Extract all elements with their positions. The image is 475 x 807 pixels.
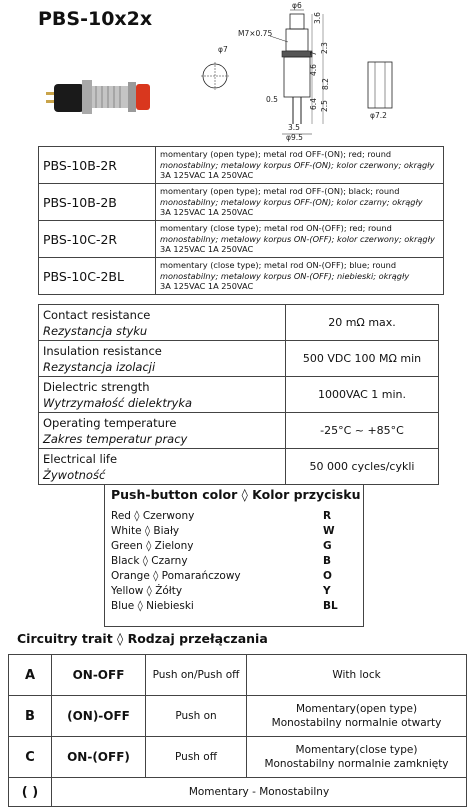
spec-label (39, 449, 286, 485)
desc-en: momentary (close type); metal rod ON-(OFF); red; round (160, 223, 392, 234)
dim-2-3: 2.3 (320, 42, 329, 54)
table-row (39, 147, 444, 184)
color-code: B (323, 555, 332, 567)
table-row (9, 778, 467, 807)
spec-value: 500 VDC 100 MΩ min (286, 341, 439, 377)
table-row (9, 696, 467, 737)
page-title: PBS-10x2x (38, 8, 153, 30)
desc-en: momentary (open type); metal rod OFF-(ON); red; round (160, 149, 392, 160)
spec-value: 50 000 cycles/cykli (286, 449, 439, 485)
dim-d7-2: φ7.2 (370, 111, 387, 120)
spec-label (39, 413, 286, 449)
model-description (156, 221, 444, 258)
dim-d9-5: φ9.5 (286, 133, 303, 142)
desc-rating: 3A 125VAC 1A 250VAC (160, 170, 254, 181)
spec-pl: Rezystancja styku (43, 323, 148, 338)
dim-7: 7 (309, 51, 318, 56)
spec-en: Dielectric strength (43, 379, 150, 394)
circuit-description (247, 696, 467, 737)
color-code: O (323, 570, 332, 582)
circuit-action: Push on (146, 696, 247, 737)
desc-line: Momentary(close type) (295, 744, 418, 756)
spec-value: -25°C ~ +85°C (286, 413, 439, 449)
color-box-header: Push-button color ◊ Kolor przycisku (111, 487, 361, 502)
color-name: Orange ◊ Pomarańczowy (111, 570, 241, 582)
dim-d6: φ6 (292, 2, 302, 10)
specs-table (38, 304, 439, 485)
circuit-footer-text: Momentary - Monostabilny (52, 778, 467, 807)
color-name: White ◊ Biały (111, 525, 180, 537)
dim-thread: M7×0.75 (238, 29, 273, 38)
circuit-action: Push off (146, 737, 247, 778)
button-color-box (104, 484, 364, 627)
table-row (39, 258, 444, 295)
dimension-drawing (200, 2, 430, 144)
circuit-type: ON-OFF (52, 655, 146, 696)
spec-label (39, 377, 286, 413)
model-description (156, 258, 444, 295)
spec-label (39, 305, 286, 341)
table-row (39, 221, 444, 258)
table-row (39, 413, 439, 449)
dim-3-6: 3.6 (313, 12, 322, 24)
desc-rating: 3A 125VAC 1A 250VAC (160, 244, 254, 255)
color-code: R (323, 510, 332, 522)
dim-3-5: 3.5 (288, 123, 300, 132)
desc-line: Monostabilny normalnie otwarty (271, 717, 442, 729)
models-table (38, 146, 444, 295)
dim-6-4: 6.4 (309, 98, 318, 110)
model-description (156, 184, 444, 221)
desc-en: momentary (close type); metal rod ON-(OFF); blue; round (160, 260, 397, 271)
circuit-type: (ON)-OFF (52, 696, 146, 737)
spec-pl: Zakres temperatur pracy (43, 431, 188, 446)
spec-value: 20 mΩ max. (286, 305, 439, 341)
color-name: Green ◊ Zielony (111, 540, 194, 552)
table-row (9, 655, 467, 696)
dim-2-5: 2.5 (320, 100, 329, 112)
spec-value: 1000VAC 1 min. (286, 377, 439, 413)
spec-en: Operating temperature (43, 415, 177, 430)
circuitry-table (8, 654, 467, 807)
table-row (39, 341, 439, 377)
model-description (156, 147, 444, 184)
spec-en: Electrical life (43, 451, 118, 466)
color-name: Red ◊ Czerwony (111, 510, 195, 522)
circuit-letter: ( ) (9, 778, 52, 807)
circuit-letter: C (9, 737, 52, 778)
desc-en: momentary (open type); metal rod OFF-(ON); black; round (160, 186, 400, 197)
desc-pl: monostabilny; metalowy korpus OFF-(ON); kolor czarny; okrągły (160, 196, 423, 207)
desc-rating: 3A 125VAC 1A 250VAC (160, 281, 254, 292)
desc-pl: monostabilny; metalowy korpus ON-(OFF); kolor czerwony; okrągły (160, 233, 435, 244)
product-photo (40, 70, 155, 120)
desc-pl: monostabilny; metalowy korpus OFF-(ON); kolor czerwony; okrągły (160, 159, 435, 170)
spec-label (39, 341, 286, 377)
model-code: PBS-10B-2B (39, 184, 156, 221)
color-name: Black ◊ Czarny (111, 555, 188, 567)
table-row (39, 377, 439, 413)
table-row (39, 305, 439, 341)
circuit-description (247, 737, 467, 778)
color-code: G (323, 540, 332, 552)
color-code: W (323, 525, 335, 537)
color-name: Blue ◊ Niebieski (111, 600, 194, 612)
desc-line: With lock (332, 669, 381, 681)
circuit-type: ON-(OFF) (52, 737, 146, 778)
desc-line: Monostabilny normalnie zamknięty (264, 758, 449, 770)
desc-pl: monostabilny; metalowy korpus ON-(OFF); niebieski; okrągły (160, 270, 410, 281)
circuit-description (247, 655, 467, 696)
table-row (9, 737, 467, 778)
circuit-letter: B (9, 696, 52, 737)
desc-rating: 3A 125VAC 1A 250VAC (160, 207, 254, 218)
color-code: Y (323, 585, 331, 597)
table-row (39, 449, 439, 485)
dim-4-6: 4.6 (309, 64, 318, 76)
spec-pl: Żywotność (43, 467, 106, 482)
model-code: PBS-10C-2R (39, 221, 156, 258)
spec-en: Insulation resistance (43, 343, 162, 358)
model-code: PBS-10B-2R (39, 147, 156, 184)
spec-pl: Rezystancja izolacji (43, 359, 156, 374)
color-name: Yellow ◊ Żółty (111, 585, 183, 597)
spec-en: Contact resistance (43, 307, 151, 322)
circuitry-title: Circuitry trait ◊ Rodzaj przełączania (17, 631, 268, 646)
spec-pl: Wytrzymałość dielektryka (43, 395, 193, 410)
model-code: PBS-10C-2BL (39, 258, 156, 295)
dim-0-5: 0.5 (266, 95, 278, 104)
desc-line: Momentary(open type) (295, 703, 418, 715)
color-code: BL (323, 600, 338, 612)
table-row (39, 184, 444, 221)
dim-d7: φ7 (218, 45, 228, 54)
circuit-action: Push on/Push off (146, 655, 247, 696)
circuit-letter: A (9, 655, 52, 696)
dim-8-2: 8.2 (321, 78, 330, 90)
